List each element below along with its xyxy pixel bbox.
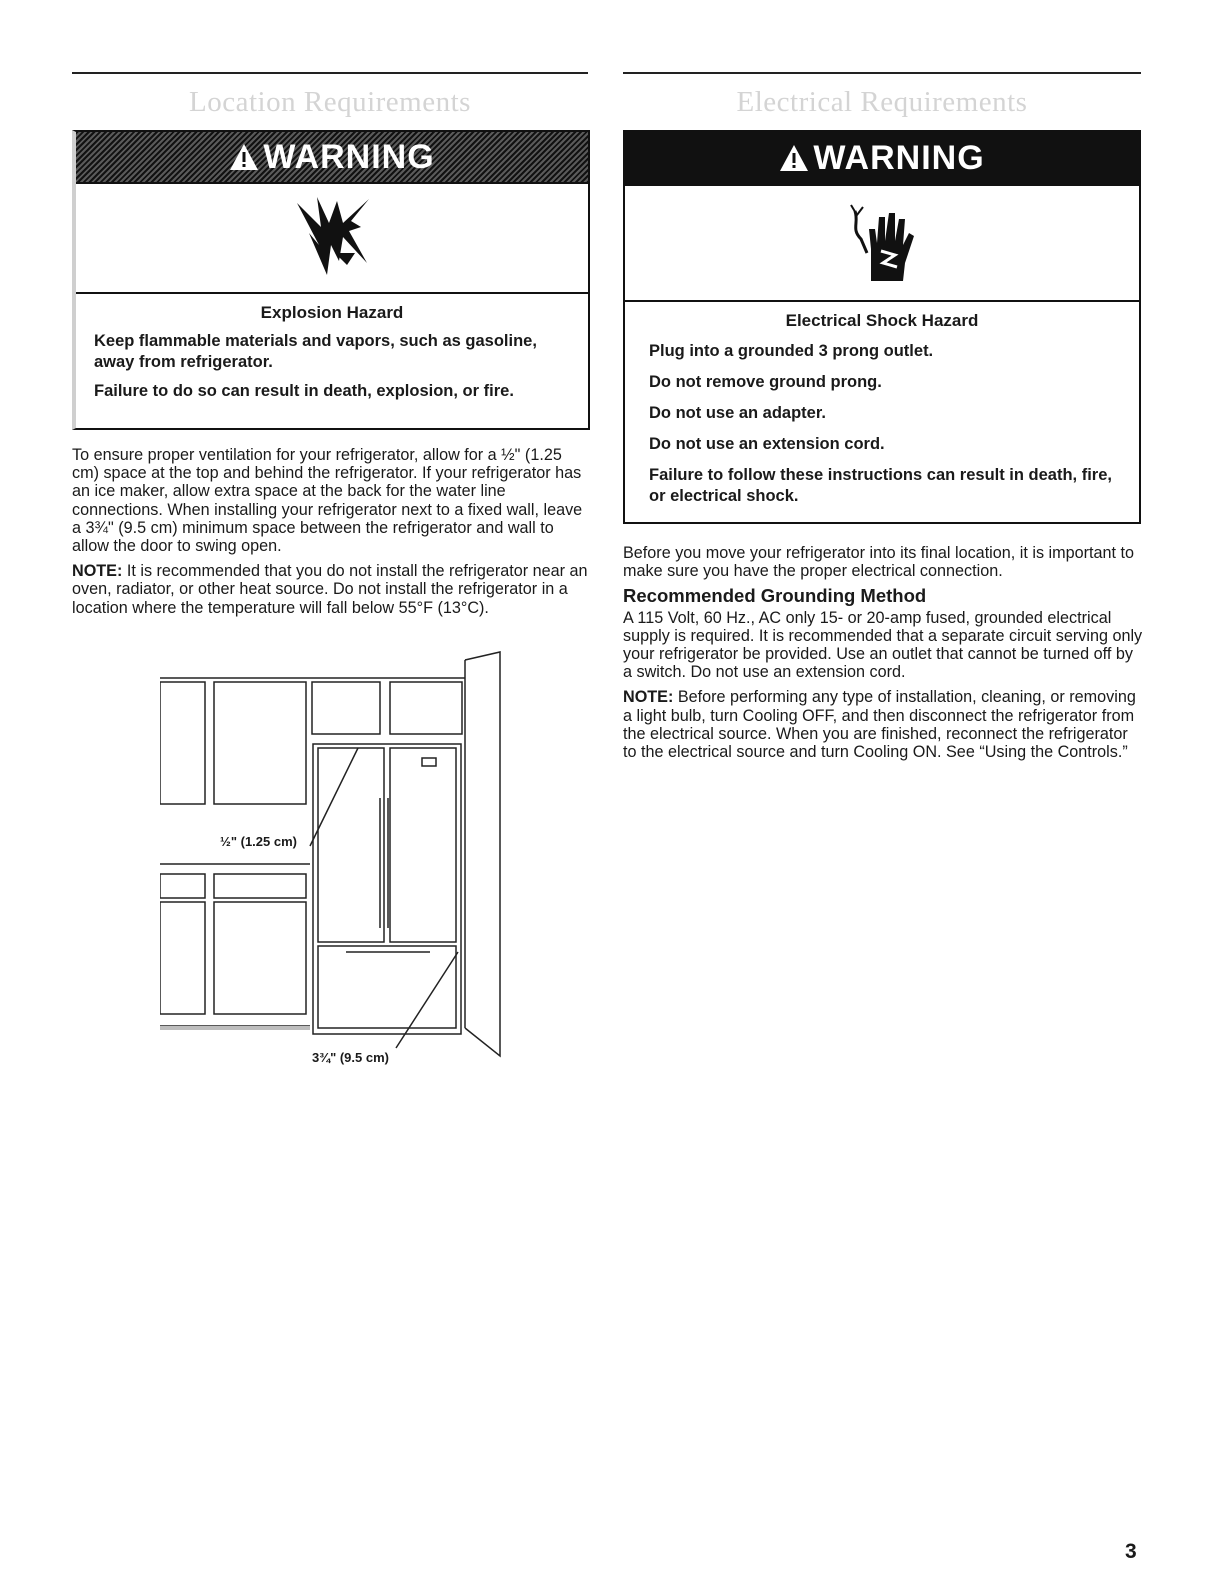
explosion-warning-box: [72, 130, 590, 430]
clearance-diagram: [160, 648, 505, 1073]
top-clearance-label: ½" (1.25 cm): [220, 834, 297, 849]
warning-line: Do not use an adapter.: [649, 404, 826, 422]
location-note: [72, 562, 588, 617]
note-label: NOTE:: [623, 688, 674, 707]
electrical-body: [623, 544, 1143, 768]
note-text: It is recommended that you do not install the refrigerator near an oven, radiator, or other heat source. Do not install the refrigerator in a location where the temperature will fall below 55°F (13°C).: [72, 562, 588, 617]
grounding-paragraph: A 115 Volt, 60 Hz., AC only 15- or 20-amp fused, grounded electrical supply is required. It is recommended that a separate circuit serving only your refrigerator be provided. Use an outlet that cannot be turned off by a switch. Do not use an extension cord.: [623, 608, 1143, 682]
refrigerator-clearance-illustration: [160, 648, 505, 1068]
note-label: NOTE:: [72, 562, 123, 581]
location-body: [72, 446, 588, 624]
side-clearance-label: 3¾" (9.5 cm): [312, 1050, 389, 1065]
warning-triangle-icon: [779, 144, 809, 172]
explosion-icon: [76, 184, 588, 294]
hazard-title: Explosion Hazard: [260, 303, 404, 322]
warning-banner: [625, 132, 1139, 186]
ventilation-paragraph: To ensure proper ventilation for your refrigerator, allow for a ½" (1.25 cm) space at the top and behind the refrigerator. If your refrigerator has an ice maker, allow extra space at the back for the water line connections. When installing your refrigerator next to a fixed wall, leave a 3¾" (9.5 cm) minimum space between the refrigerator and wall to allow the door to swing open.: [72, 446, 583, 556]
electrical-note: [623, 688, 1143, 761]
warning-line: Failure to follow these instructions can result in death, fire, or electrical shock.: [649, 466, 1112, 505]
left-top-rule: [72, 72, 588, 74]
page-number: 3: [1125, 1540, 1137, 1563]
warning-label: WARNING: [263, 137, 435, 176]
explosion-warning-text: [76, 294, 588, 420]
electrical-requirements-title: Electrical Requirements: [736, 86, 1028, 118]
warning-line: Do not use an extension cord.: [649, 435, 885, 453]
location-requirements-title: Location Requirements: [189, 86, 471, 118]
warning-line: Do not remove ground prong.: [649, 373, 882, 391]
warning-label: WARNING: [813, 138, 985, 177]
warning-banner: [76, 132, 588, 184]
electrical-warning-text: [625, 302, 1139, 525]
warning-line: Failure to do so can result in death, explosion, or fire.: [94, 382, 514, 400]
electrical-warning-box: [623, 130, 1141, 524]
electrical-shock-hand-icon: [625, 186, 1139, 302]
hazard-title: Electrical Shock Hazard: [785, 311, 979, 330]
connection-paragraph: Before you move your refrigerator into its final location, it is important to make sure you have the proper electrical connection.: [623, 544, 1135, 581]
warning-triangle-icon: [229, 143, 259, 171]
right-top-rule: [623, 72, 1141, 74]
warning-line: Plug into a grounded 3 prong outlet.: [649, 342, 934, 360]
note-text: Before performing any type of installation, cleaning, or removing a light bulb, turn Cooling OFF, and then disconnect the refrigerator from the electrical source. When you are finished, reconnect the refrigerator to the electrical source and turn Cooling ON. See “Using the Controls.”: [623, 688, 1136, 762]
grounding-method-heading: Recommended Grounding Method: [623, 585, 927, 607]
warning-line: Keep flammable materials and vapors, such as gasoline, away from refrigerator.: [94, 332, 537, 371]
